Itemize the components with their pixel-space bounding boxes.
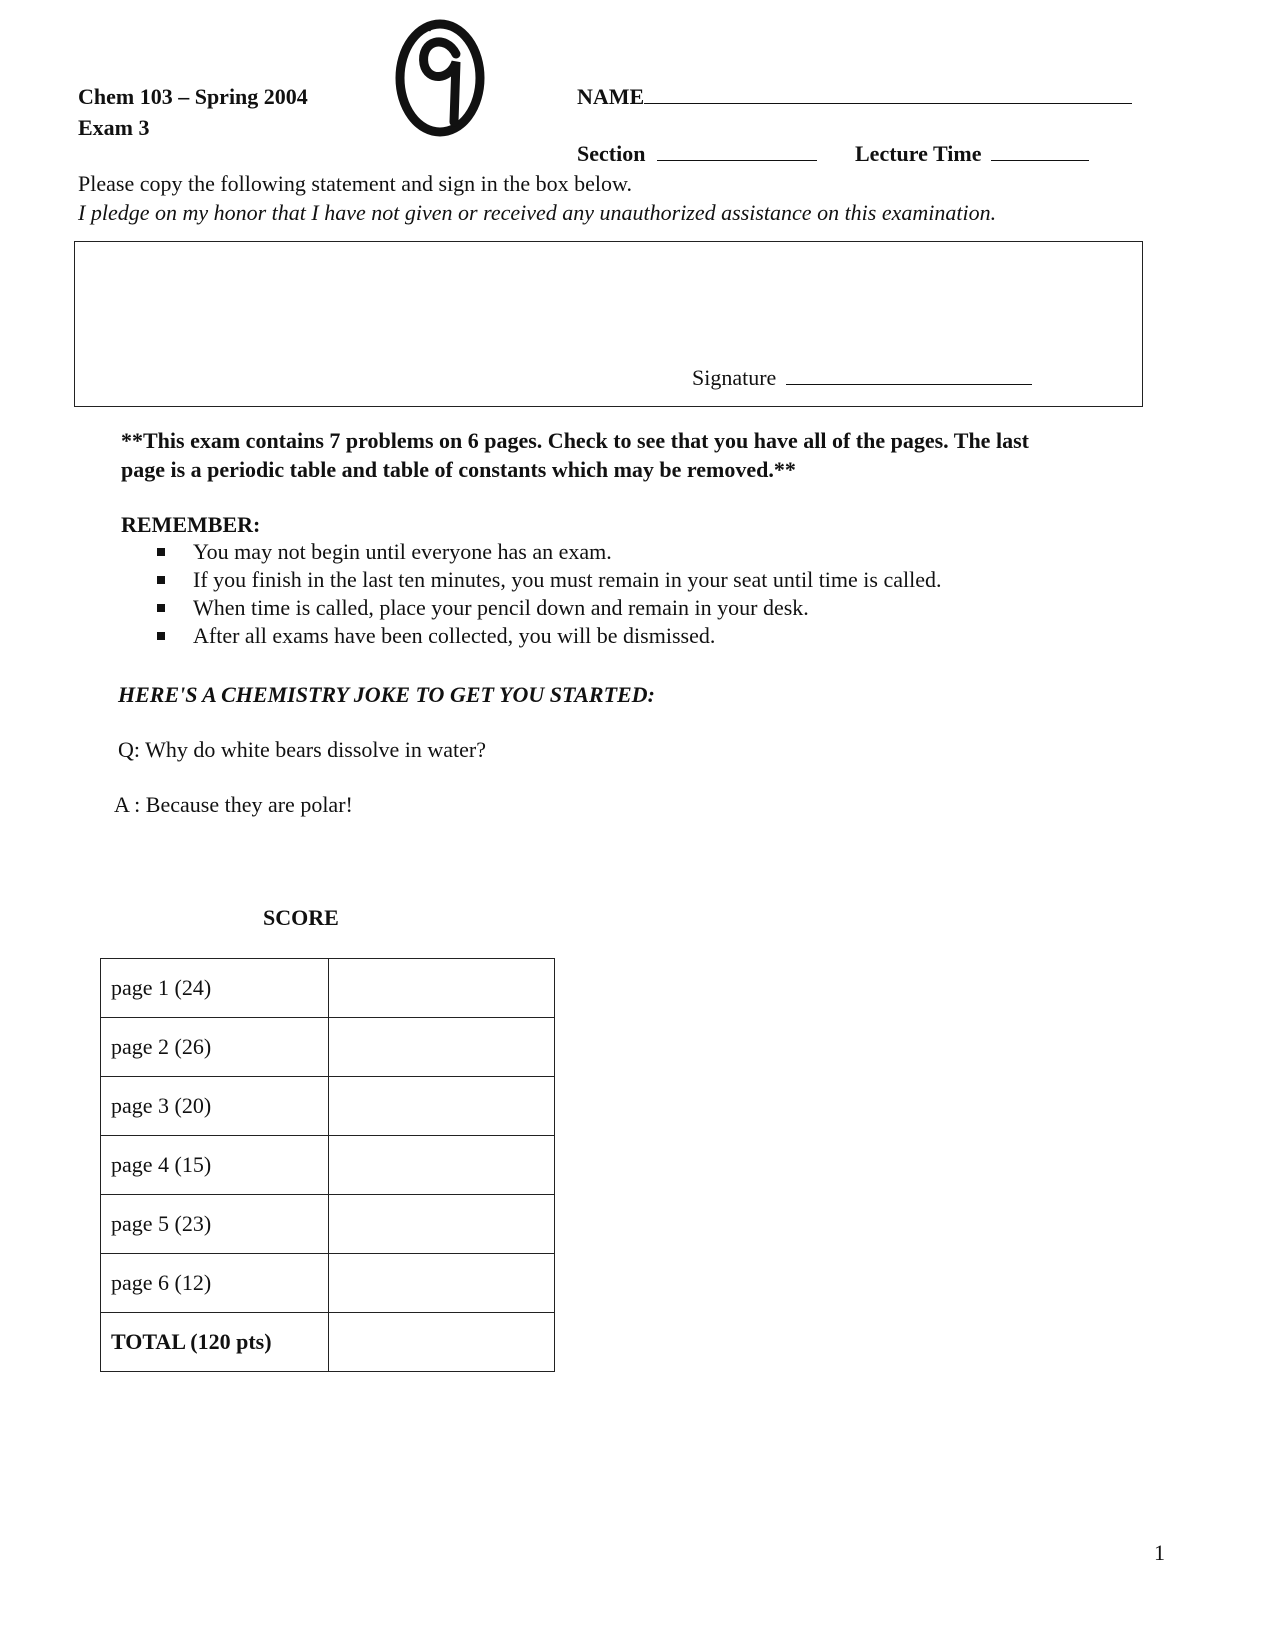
exam-notice-line-2: page is a periodic table and table of constants which may be removed.** (121, 457, 796, 482)
score-row-label: page 5 (23) (101, 1195, 329, 1254)
signature-field[interactable] (692, 364, 1032, 392)
score-row-value[interactable] (329, 1077, 555, 1136)
joke-answer: A : Because they are polar! (114, 792, 353, 817)
handwritten-grade-mark (388, 12, 498, 140)
bullet-icon (157, 632, 165, 640)
bullet-icon (157, 604, 165, 612)
pledge-instruction: Please copy the following statement and sign in the box below. (78, 171, 632, 196)
lecture-time-field[interactable] (855, 139, 1089, 169)
table-row (101, 1254, 555, 1313)
name-field[interactable] (577, 82, 1132, 112)
table-row (101, 1018, 555, 1077)
score-total-value[interactable] (329, 1313, 555, 1372)
score-row-value[interactable] (329, 1254, 555, 1313)
score-row-label: page 3 (20) (101, 1077, 329, 1136)
signature-label: Signature (692, 365, 777, 390)
course-title: Chem 103 – Spring 2004 (78, 84, 308, 109)
score-row-label: page 1 (24) (101, 959, 329, 1018)
pledge-statement: I pledge on my honor that I have not given or received any unauthorized assistance on this examination. (78, 200, 997, 225)
name-label: NAME (577, 84, 645, 109)
list-item: You may not begin until everyone has an exam. (121, 538, 941, 566)
table-row (101, 1195, 555, 1254)
exam-notice-line-1: **This exam contains 7 problems on 6 pages. Check to see that you have all of the pages. The last (121, 428, 1029, 453)
name-line[interactable] (644, 83, 1132, 104)
bullet-icon (157, 548, 165, 556)
bullet-icon (157, 576, 165, 584)
remember-list (121, 538, 941, 650)
table-row (101, 1077, 555, 1136)
score-total-label: TOTAL (120 pts) (101, 1313, 329, 1372)
list-item: If you finish in the last ten minutes, you must remain in your seat until time is called. (121, 566, 941, 594)
page-number: 1 (1154, 1540, 1165, 1565)
section-label: Section (577, 141, 646, 166)
score-table (100, 958, 555, 1372)
score-row-label: page 2 (26) (101, 1018, 329, 1077)
remember-heading: REMEMBER: (121, 512, 261, 537)
section-field[interactable] (577, 139, 817, 169)
table-row (101, 1136, 555, 1195)
score-row-label: page 4 (15) (101, 1136, 329, 1195)
section-line[interactable] (657, 140, 817, 161)
score-heading: SCORE (263, 905, 339, 930)
score-row-value[interactable] (329, 1195, 555, 1254)
score-row-value[interactable] (329, 1018, 555, 1077)
score-row-value[interactable] (329, 959, 555, 1018)
list-item: When time is called, place your pencil down and remain in your desk. (121, 594, 941, 622)
joke-heading: HERE'S A CHEMISTRY JOKE TO GET YOU STARTED: (118, 682, 655, 707)
exam-title: Exam 3 (78, 115, 150, 140)
score-row-label: page 6 (12) (101, 1254, 329, 1313)
table-row (101, 959, 555, 1018)
lecture-time-line[interactable] (991, 140, 1089, 161)
signature-line[interactable] (786, 364, 1032, 385)
score-row-value[interactable] (329, 1136, 555, 1195)
table-row-total (101, 1313, 555, 1372)
list-item: After all exams have been collected, you will be dismissed. (121, 622, 941, 650)
lecture-time-label: Lecture Time (855, 141, 982, 166)
joke-question: Q: Why do white bears dissolve in water? (118, 737, 487, 762)
